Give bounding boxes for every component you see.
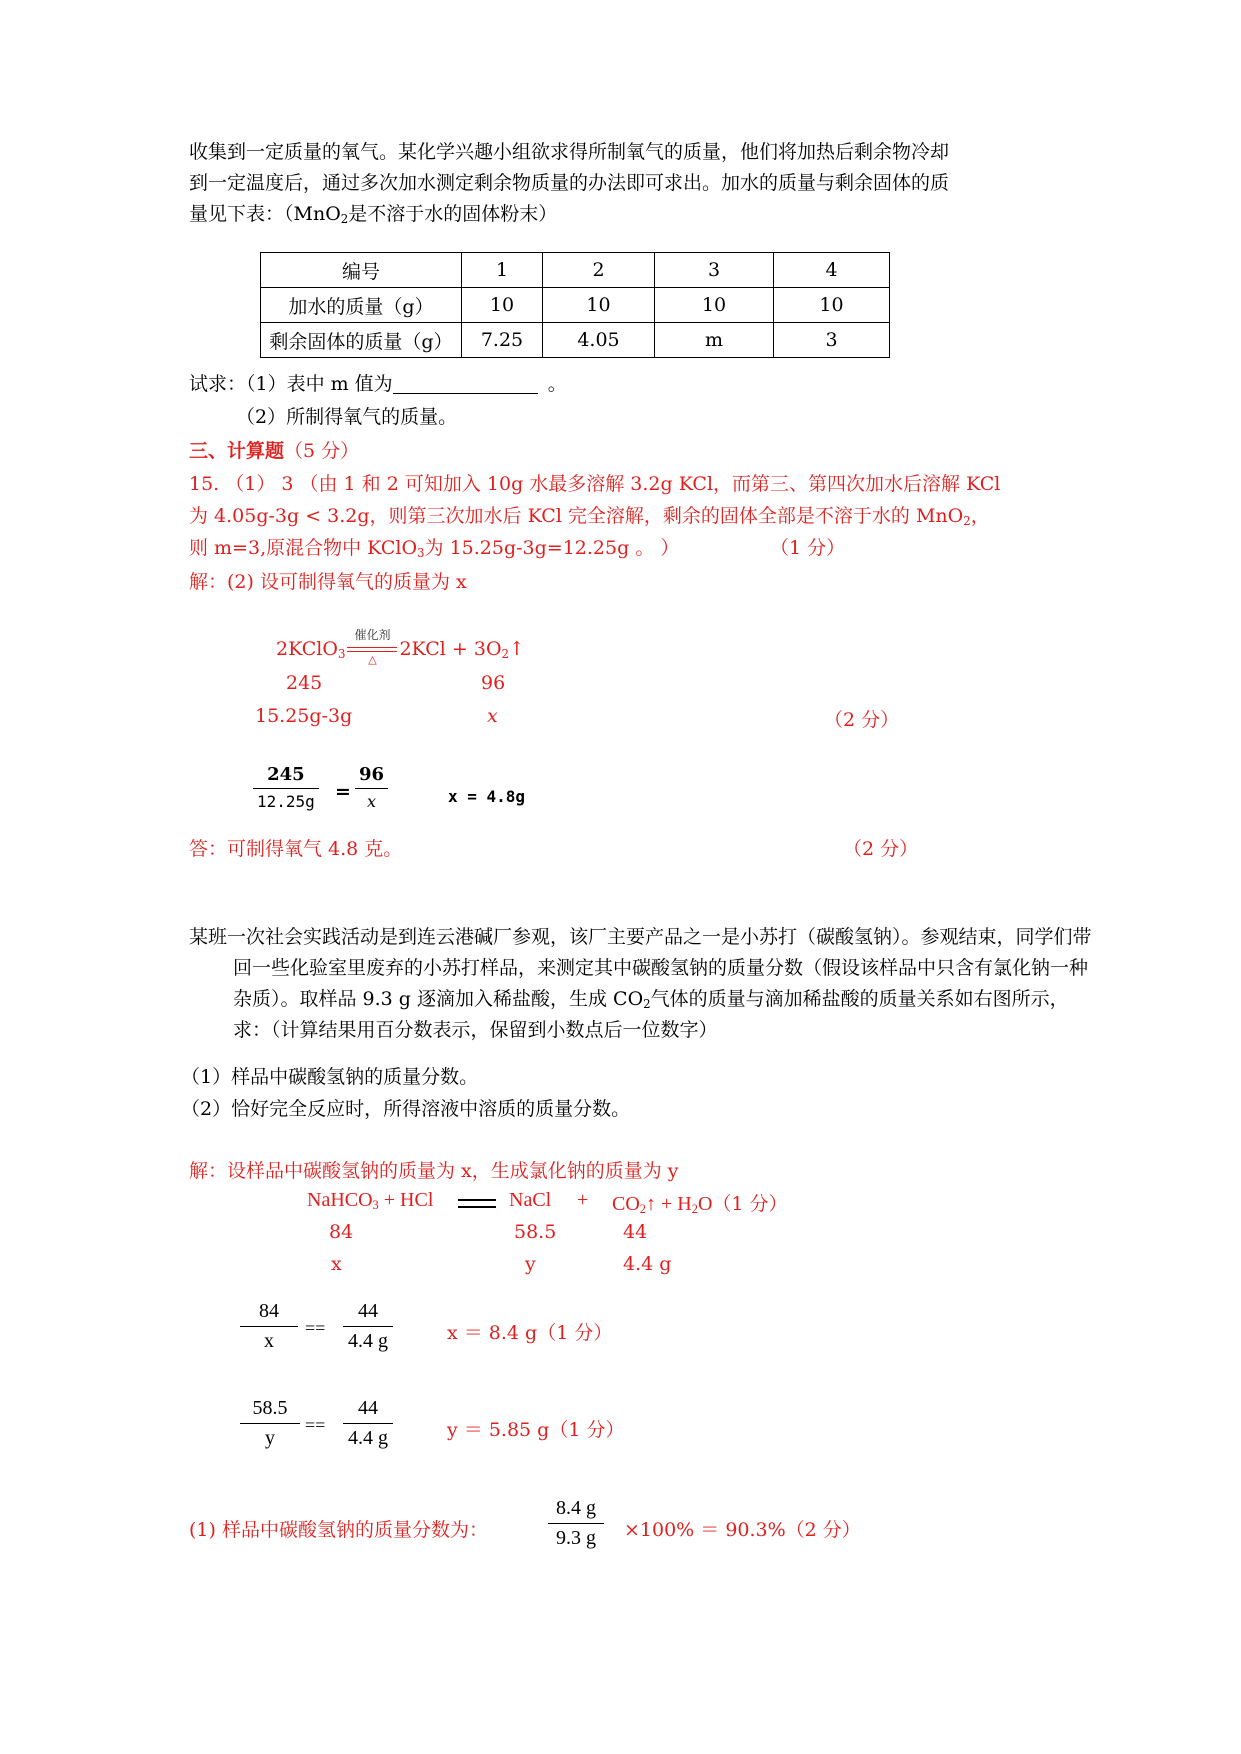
problem-2-text-end: 气体的质量与滴加稀盐酸的质量关系如右图所示，求：（计算结果用百分数表示，保留到小数点后一位数字）	[233, 988, 1069, 1041]
table-cell: m	[655, 323, 774, 358]
fraction-58.5-y	[240, 1397, 300, 1450]
equation-2-value-a: x	[331, 1253, 342, 1275]
fraction-1-numerator: 245	[267, 764, 305, 785]
equation-2-products-rest	[612, 1189, 788, 1216]
fraction-equals: ==	[305, 1415, 326, 1435]
equation-1-products: 2KCl + 3O	[399, 638, 502, 660]
fraction-44-4.4g-2	[343, 1397, 393, 1450]
question-2: （2）所制得氧气的质量。	[236, 406, 458, 428]
water-sub: 2	[691, 1202, 698, 1217]
reaction-condition	[345, 628, 399, 666]
double-bar	[347, 647, 397, 652]
answer-line: 答：可制得氧气 4.8 克。	[189, 838, 403, 860]
equation-2-reactant-b: + HCl	[378, 1189, 434, 1211]
water-formula-b: O	[697, 1193, 713, 1215]
answer-15-line-2	[189, 501, 990, 528]
intro-paragraph	[189, 137, 1049, 230]
co2-sub: 2	[639, 1202, 646, 1217]
equation-1-value-2: x	[487, 705, 498, 727]
section-heading-score: （5 分）	[284, 440, 360, 462]
answer-15-line-2-text: 为 4.05g-3g < 3.2g，则第三次加水后 KCl 完全溶解，剩余的固体全部是不溶于水的 MnO	[189, 505, 964, 527]
equation-2	[307, 1189, 433, 1212]
solution-2-intro: 解：设样品中碳酸氢钠的质量为 x，生成氯化钠的质量为 y	[189, 1160, 679, 1182]
answer-15-line-3	[189, 533, 679, 560]
section-heading-title: 三、计算题	[189, 440, 285, 462]
water-formula-a: ↑ + H	[646, 1193, 692, 1215]
table-cell: 3	[774, 323, 890, 358]
equation-2-value-b: y	[525, 1253, 536, 1275]
answer-15-line-2-sub: 2	[963, 513, 971, 528]
table-cell: 10	[462, 288, 543, 323]
equation-2-plus: +	[577, 1189, 589, 1211]
fraction-84-x	[240, 1300, 298, 1353]
fraction-2-result: y ＝ 5.85 g（1 分）	[447, 1419, 625, 1441]
question-1-end: 。	[547, 373, 567, 395]
answer-blank	[393, 373, 538, 394]
answer-15-line-1: 15. （1） 3 （由 1 和 2 可知加入 10g 水最多溶解 3.2g KCl，而第三、第四次加水后溶解 KCl	[189, 473, 1001, 495]
catalyst-label: 催化剂	[354, 628, 391, 642]
fraction-2-denominator: x	[367, 792, 377, 811]
fraction-2-numerator: 96	[359, 764, 385, 785]
question-1-text: 试求：（1）表中 m 值为	[189, 373, 393, 395]
table-row	[261, 288, 890, 323]
table-row	[261, 323, 890, 358]
equation-2-product-a: NaCl	[509, 1189, 552, 1211]
final-fraction	[548, 1497, 604, 1550]
equation-1-reactant-sub: 3	[337, 646, 346, 661]
fraction-equals: ==	[305, 1318, 326, 1338]
problem-2-sub: 2	[643, 996, 651, 1011]
table-cell: 10	[655, 288, 774, 323]
equation-2-score: （1 分）	[712, 1193, 788, 1215]
table-cell: 编号	[261, 253, 462, 288]
intro-line-2: 到一定温度后，通过多次加水测定剩余物质量的办法即可求出。加水的质量与剩余固体的质	[189, 172, 950, 194]
intro-line-3-pre: 量见下表：（MnO	[189, 203, 341, 225]
problem-2-question-1: （1）样品中碳酸氢钠的质量分数。	[181, 1066, 479, 1088]
data-table	[260, 252, 890, 358]
equation-2-mass-a: 84	[329, 1221, 354, 1243]
answer-line-score: （2 分）	[843, 838, 919, 860]
answer-15-line-4: 解：(2) 设可制得氧气的质量为 x	[189, 571, 467, 593]
table-cell: 4.05	[543, 323, 655, 358]
fraction-denominator: 4.4 g	[348, 1427, 388, 1449]
table-cell: 4	[774, 253, 890, 288]
equation-2-mass-c: 44	[623, 1221, 648, 1243]
fraction-denominator: 9.3 g	[556, 1527, 596, 1549]
calc-1-result: x = 4.8g	[448, 787, 526, 806]
fraction-1-denominator: 12.25g	[257, 792, 315, 811]
fraction-numerator: 8.4 g	[556, 1497, 596, 1519]
intro-line-3	[189, 199, 1049, 230]
fraction-1	[253, 764, 319, 811]
table-cell: 10	[774, 288, 890, 323]
problem-2-paragraph	[189, 922, 1095, 1046]
equation-2-equals-bars	[458, 1199, 496, 1208]
equation-1-value-1: 15.25g-3g	[255, 705, 353, 727]
answer-15-line-3-end: 为 15.25g-3g=12.25g 。 ）	[424, 537, 680, 559]
gas-arrow: ↑	[509, 638, 525, 660]
fraction-denominator: x	[264, 1330, 274, 1352]
equation-1-reactant: 2KClO	[276, 638, 338, 660]
answer-15-line-3-score: （1 分）	[770, 537, 846, 559]
fraction-numerator: 84	[259, 1300, 279, 1322]
equation-2-mass-b: 58.5	[514, 1221, 557, 1243]
fraction-denominator: 4.4 g	[348, 1330, 388, 1352]
fraction-44-4.4g	[343, 1300, 393, 1353]
table-cell: 3	[655, 253, 774, 288]
table-cell: 10	[543, 288, 655, 323]
answer-15-line-3-text: 则 m=3,原混合物中 KClO	[189, 537, 418, 559]
intro-line-3-post: 是不溶于水的固体粉末）	[348, 203, 558, 225]
equation-1-products-sub: 2	[501, 646, 510, 661]
fraction-numerator: 58.5	[252, 1397, 288, 1419]
fraction-denominator: y	[265, 1427, 275, 1449]
equation-1-mass-1: 245	[286, 672, 323, 694]
equation-1-score: （2 分）	[824, 709, 900, 731]
problem-2-text: 某班一次社会实践活动是到连云港碱厂参观，该厂主要产品之一是小苏打（碳酸氢钠）。参观结束，同学们带回一些化验室里废弃的小苏打样品，来测定其中碳酸氢钠的质量分数（假设该样品中只含有氯化钠一种杂质）。取样品 9.3 g 逐滴加入稀盐酸，生成 CO	[189, 926, 1092, 1010]
heat-symbol: △	[368, 653, 377, 666]
co2-formula: CO	[612, 1193, 640, 1215]
table-cell: 1	[462, 253, 543, 288]
intro-line-3-sub: 2	[340, 211, 349, 226]
answer-15-line-2-end: ，	[970, 505, 990, 527]
table-cell: 7.25	[462, 323, 543, 358]
equation-2-reactant-a: NaHCO	[307, 1189, 373, 1211]
answer-15-line-3-sub: 3	[417, 545, 425, 560]
equation-2-value-c: 4.4 g	[623, 1253, 672, 1275]
equation-1-mass-2: 96	[481, 672, 506, 694]
table-cell: 2	[543, 253, 655, 288]
equation-1	[276, 628, 525, 666]
section-heading	[189, 436, 359, 463]
question-1	[189, 369, 567, 396]
fraction-numerator: 44	[358, 1397, 378, 1419]
final-result: ×100% ＝ 90.3%（2 分）	[624, 1519, 861, 1541]
table-cell: 加水的质量（g）	[261, 288, 462, 323]
calc-1-equals: =	[335, 781, 351, 803]
fraction-numerator: 44	[358, 1300, 378, 1322]
table-cell: 剩余固体的质量（g）	[261, 323, 462, 358]
equation-2-reactant-sub: 3	[372, 1198, 379, 1213]
problem-2-question-2: （2）恰好完全反应时，所得溶液中溶质的质量分数。	[181, 1098, 631, 1120]
fraction-2	[355, 764, 388, 811]
intro-line-1: 收集到一定质量的氧气。某化学兴趣小组欲求得所制氧气的质量，他们将加热后剩余物冷却	[189, 141, 950, 163]
fraction-1-result: x ＝ 8.4 g（1 分）	[447, 1322, 613, 1344]
table-header-row	[261, 253, 890, 288]
final-label: (1) 样品中碳酸氢钠的质量分数为：	[189, 1519, 488, 1541]
